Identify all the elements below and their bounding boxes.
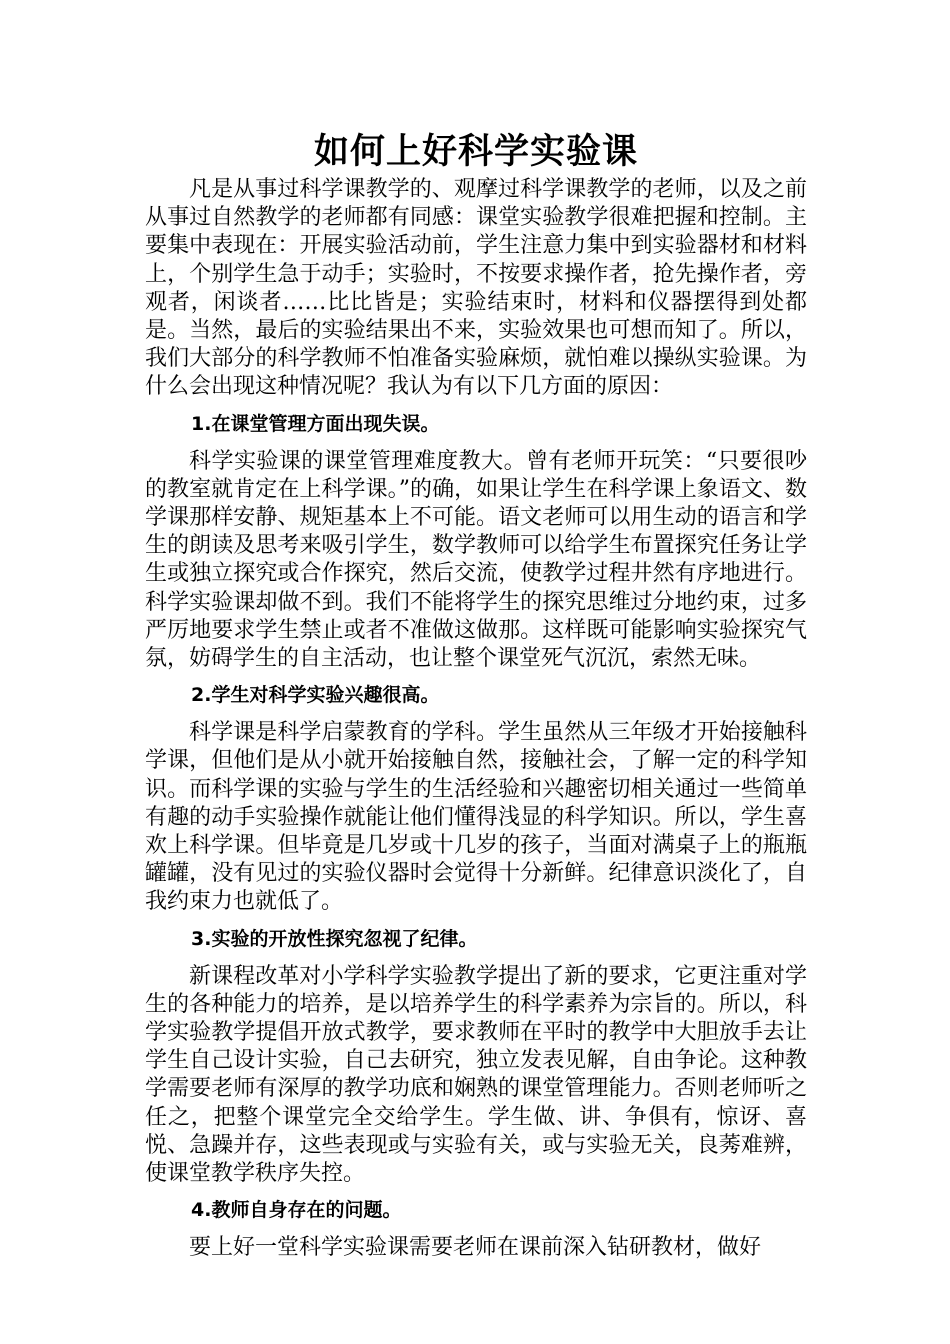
section-1-paragraph: 科学实验课的课堂管理难度教大。曾有老师开玩笑：“只要很吵的教室就肯定在上科学课。”的确，如果让学生在科学课上象语文、数学课那样安静、规矩基本上不可能。语文老师可以用生动的语言和学生的朗读及思考来吸引学生，数学教师可以给学生布置探究任务让学生或独立探究或合作探究，然后交流，使教学过程井然有序地进行。科学实验课却做不到。我们不能将学生的探究思维过分地约束，过多严厉地要求学生禁止或者不准做这做那。这样既可能影响实验探究气氛，妨碍学生的自主活动，也让整个课堂死气沉沉，索然无味。 (145, 448, 807, 672)
document-content (145, 128, 807, 1263)
section-2-heading: 2.学生对科学实验兴趣很高。 (191, 684, 440, 707)
section-3-paragraph: 新课程改革对小学科学实验教学提出了新的要求，它更注重对学生的各种能力的培养，是以培养学生的科学素养为宗旨的。所以，科学实验教学提倡开放式教学，要求教师在平时的教学中大胆放手去让学生自己设计实验，自己去研究，独立发表见解，自由争论。这种教学需要老师有深厚的教学功底和娴熟的课堂管理能力。否则老师听之任之，把整个课堂完全交给学生。学生做、讲、争俱有，惊讶、喜悦、急躁并存，这些表现或与实验有关，或与实验无关，良莠难辨，使课堂教学秩序失控。 (145, 963, 807, 1187)
section-4-heading: 4.教师自身存在的问题。 (191, 1199, 402, 1222)
section-1-heading: 1.在课堂管理方面出现失误。 (191, 412, 440, 435)
document-title: 如何上好科学实验课 (313, 131, 638, 172)
section-4-paragraph: 要上好一堂科学实验课需要老师在课前深入钻研教材，做好 (189, 1235, 762, 1261)
section-3-heading: 3.实验的开放性探究忽视了纪律。 (191, 927, 478, 950)
intro-paragraph: 凡是从事过科学课教学的、观摩过科学课教学的老师，以及之前从事过自然教学的老师都有同感：课堂实验教学很难把握和控制。主要集中表现在：开展实验活动前，学生注意力集中到实验器材和材料上，个别学生急于动手；实验时，不按要求操作者，抢先操作者，旁观者，闲谈者……比比皆是；实验结束时，材料和仪器摆得到处都是。当然，最后的实验结果出不来，实验效果也可想而知了。所以，我们大部分的科学教师不怕准备实验麻烦，就怕难以操纵实验课。为什么会出现这种情况呢？我认为有以下几方面的原因： (145, 177, 807, 400)
section-2-paragraph: 科学课是科学启蒙教育的学科。学生虽然从三年级才开始接触科学课，但他们是从小就开始接触自然，接触社会，了解一定的科学知识。而科学课的实验与学生的生活经验和兴趣密切相关通过一些简单有趣的动手实验操作就能让他们懂得浅显的科学知识。所以，学生喜欢上科学课。但毕竟是几岁或十几岁的孩子，当面对满桌子上的瓶瓶罐罐，没有见过的实验仪器时会觉得十分新鲜。纪律意识淡化了，自我约束力也就低了。 (145, 720, 807, 915)
